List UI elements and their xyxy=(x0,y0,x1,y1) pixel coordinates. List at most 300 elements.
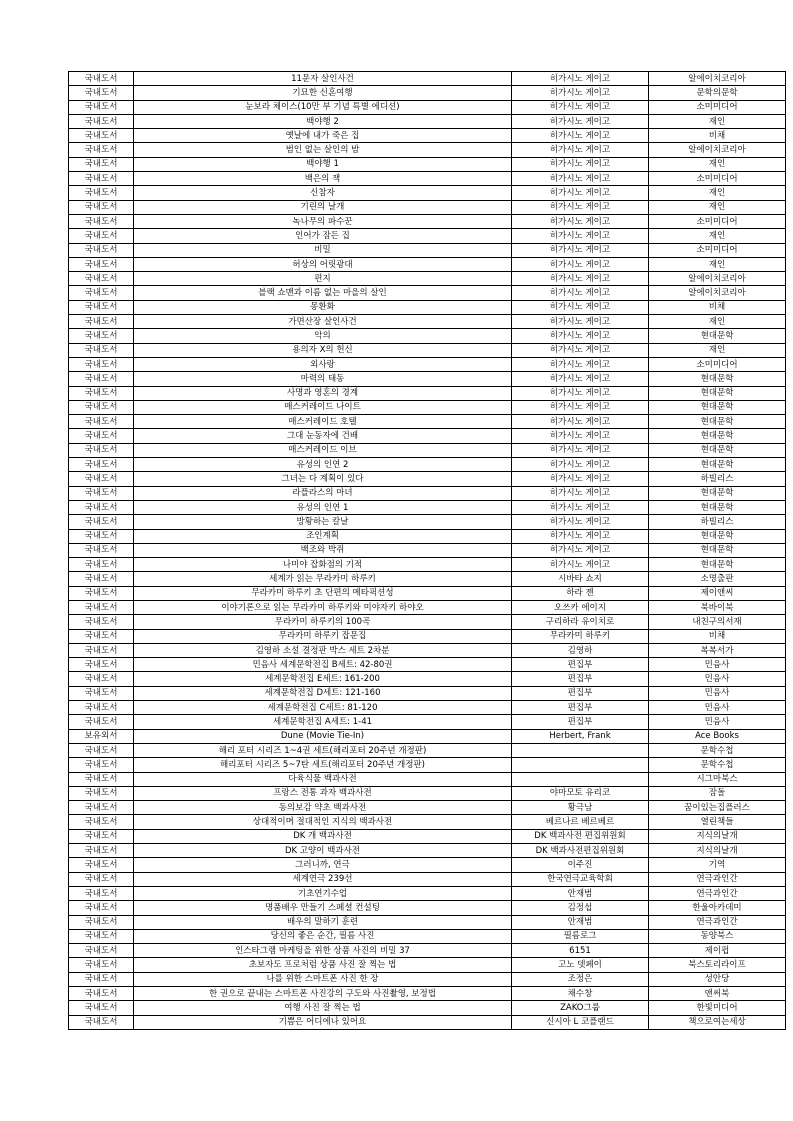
publisher-cell: 현대문학 xyxy=(649,543,786,557)
title-cell: 무라카미 하루키 초 단편의 메타픽션성 xyxy=(134,586,512,600)
author-cell: 히가시노 게이고 xyxy=(512,214,649,228)
title-cell: 기초연기수업 xyxy=(134,886,512,900)
title-cell: DK 개 백과사전 xyxy=(134,829,512,843)
table-row xyxy=(69,315,786,329)
author-cell: 6151 xyxy=(512,944,649,958)
author-cell: 히가시노 게이고 xyxy=(512,529,649,543)
author-cell: 히가시노 게이고 xyxy=(512,429,649,443)
category-cell: 국내도서 xyxy=(69,372,134,386)
book-list-body xyxy=(69,72,786,1030)
publisher-cell: 꿈이있는집플러스 xyxy=(649,801,786,815)
publisher-cell: 한울아카데미 xyxy=(649,901,786,915)
author-cell: 히가시노 게이고 xyxy=(512,486,649,500)
publisher-cell: 민음사 xyxy=(649,672,786,686)
category-cell: 국내도서 xyxy=(69,486,134,500)
author-cell xyxy=(512,772,649,786)
author-cell: 신시아 L 코플랜드 xyxy=(512,1015,649,1029)
publisher-cell: 북바이북 xyxy=(649,600,786,614)
category-cell: 국내도서 xyxy=(69,886,134,900)
publisher-cell: 소명출판 xyxy=(649,572,786,586)
publisher-cell: 현대문학 xyxy=(649,443,786,457)
author-cell: 히가시노 게이고 xyxy=(512,114,649,128)
author-cell: 히가시노 게이고 xyxy=(512,500,649,514)
table-row xyxy=(69,214,786,228)
category-cell: 국내도서 xyxy=(69,443,134,457)
author-cell: 히가시노 게이고 xyxy=(512,100,649,114)
author-cell: DK 백과사전편집위원회 xyxy=(512,844,649,858)
author-cell: 히가시노 게이고 xyxy=(512,286,649,300)
author-cell: 안재범 xyxy=(512,886,649,900)
publisher-cell: 지식의날개 xyxy=(649,844,786,858)
author-cell: 김정섭 xyxy=(512,901,649,915)
category-cell: 국내도서 xyxy=(69,200,134,214)
author-cell: 히가시노 게이고 xyxy=(512,343,649,357)
author-cell: 히가시노 게이고 xyxy=(512,472,649,486)
table-row xyxy=(69,543,786,557)
author-cell: 고노 뎃페이 xyxy=(512,958,649,972)
publisher-cell: 하빌리스 xyxy=(649,472,786,486)
title-cell: 옛날에 내가 죽은 집 xyxy=(134,129,512,143)
category-cell: 국내도서 xyxy=(69,229,134,243)
publisher-cell: 현대문학 xyxy=(649,486,786,500)
publisher-cell: 비채 xyxy=(649,300,786,314)
author-cell: 편집부 xyxy=(512,658,649,672)
category-cell: 국내도서 xyxy=(69,743,134,757)
title-cell: 용의자 X의 헌신 xyxy=(134,343,512,357)
title-cell: 백은의 잭 xyxy=(134,172,512,186)
publisher-cell: 열린책들 xyxy=(649,815,786,829)
publisher-cell: 제이앤씨 xyxy=(649,586,786,600)
category-cell: 국내도서 xyxy=(69,815,134,829)
title-cell: 다육식물 백과사전 xyxy=(134,772,512,786)
title-cell: 세계문학전집 C세트: 81-120 xyxy=(134,701,512,715)
category-cell: 국내도서 xyxy=(69,386,134,400)
title-cell: 인어가 잠든 집 xyxy=(134,229,512,243)
title-cell: 라플라스의 마녀 xyxy=(134,486,512,500)
publisher-cell: 현대문학 xyxy=(649,458,786,472)
title-cell: 방황하는 칼날 xyxy=(134,515,512,529)
table-row xyxy=(69,844,786,858)
title-cell: 무라카미 하루키의 100곡 xyxy=(134,615,512,629)
author-cell: Herbert, Frank xyxy=(512,729,649,743)
author-cell: 황극남 xyxy=(512,801,649,815)
author-cell: 필름로그 xyxy=(512,929,649,943)
title-cell: 민음사 세계문학전집 B세트: 42-80권 xyxy=(134,658,512,672)
author-cell: 히가시노 게이고 xyxy=(512,329,649,343)
category-cell: 국내도서 xyxy=(69,543,134,557)
title-cell: 마력의 태동 xyxy=(134,372,512,386)
publisher-cell: 잠돌 xyxy=(649,786,786,800)
table-row xyxy=(69,987,786,1001)
table-row xyxy=(69,901,786,915)
publisher-cell: 내친구의서재 xyxy=(649,615,786,629)
category-cell: 국내도서 xyxy=(69,143,134,157)
table-row xyxy=(69,429,786,443)
publisher-cell: 재인 xyxy=(649,343,786,357)
category-cell: 국내도서 xyxy=(69,701,134,715)
author-cell: 무라카미 하루키 xyxy=(512,629,649,643)
publisher-cell: 알에이치코리아 xyxy=(649,72,786,86)
table-row xyxy=(69,300,786,314)
category-cell: 국내도서 xyxy=(69,758,134,772)
table-row xyxy=(69,200,786,214)
title-cell: 허상의 어릿광대 xyxy=(134,257,512,271)
table-row xyxy=(69,872,786,886)
author-cell: 히가시노 게이고 xyxy=(512,443,649,457)
author-cell: DK 백과사전 편집위원회 xyxy=(512,829,649,843)
title-cell: 여행 사진 잘 찍는 법 xyxy=(134,1001,512,1015)
table-row xyxy=(69,400,786,414)
author-cell: 히가시노 게이고 xyxy=(512,372,649,386)
author-cell: 히가시노 게이고 xyxy=(512,315,649,329)
table-row xyxy=(69,329,786,343)
table-row xyxy=(69,529,786,543)
publisher-cell: 지식의날개 xyxy=(649,829,786,843)
title-cell: 백야행 2 xyxy=(134,114,512,128)
publisher-cell: 성안당 xyxy=(649,972,786,986)
author-cell: 히가시노 게이고 xyxy=(512,172,649,186)
publisher-cell: 앤써북 xyxy=(649,987,786,1001)
title-cell: 범인 없는 살인의 밤 xyxy=(134,143,512,157)
category-cell: 국내도서 xyxy=(69,72,134,86)
table-row xyxy=(69,458,786,472)
category-cell: 국내도서 xyxy=(69,500,134,514)
title-cell: 매스커레이드 나이트 xyxy=(134,400,512,414)
author-cell: 김영하 xyxy=(512,643,649,657)
table-row xyxy=(69,686,786,700)
publisher-cell: 하빌리스 xyxy=(649,515,786,529)
category-cell: 국내도서 xyxy=(69,129,134,143)
title-cell: 나미야 잡화점의 기적 xyxy=(134,558,512,572)
table-row xyxy=(69,472,786,486)
category-cell: 국내도서 xyxy=(69,315,134,329)
author-cell: 히가시노 게이고 xyxy=(512,558,649,572)
title-cell: 사명과 영혼의 경계 xyxy=(134,386,512,400)
publisher-cell: 기역 xyxy=(649,858,786,872)
table-row xyxy=(69,915,786,929)
category-cell: 국내도서 xyxy=(69,600,134,614)
table-row xyxy=(69,672,786,686)
publisher-cell: 현대문학 xyxy=(649,400,786,414)
category-cell: 국내도서 xyxy=(69,972,134,986)
author-cell: 히가시노 게이고 xyxy=(512,257,649,271)
author-cell: 편집부 xyxy=(512,715,649,729)
author-cell: 히가시노 게이고 xyxy=(512,515,649,529)
publisher-cell: 현대문학 xyxy=(649,386,786,400)
author-cell: 히가시노 게이고 xyxy=(512,415,649,429)
category-cell: 국내도서 xyxy=(69,872,134,886)
table-row xyxy=(69,500,786,514)
publisher-cell: 소미미디어 xyxy=(649,243,786,257)
author-cell: 히가시노 게이고 xyxy=(512,229,649,243)
title-cell: 세계문학전집 A세트: 1-41 xyxy=(134,715,512,729)
table-row xyxy=(69,615,786,629)
category-cell: 국내도서 xyxy=(69,300,134,314)
title-cell: 매스커레이드 호텔 xyxy=(134,415,512,429)
publisher-cell: 소미미디어 xyxy=(649,100,786,114)
category-cell: 국내도서 xyxy=(69,329,134,343)
title-cell: 기쁨은 어디에나 있어요 xyxy=(134,1015,512,1029)
title-cell: 가면산장 살인사건 xyxy=(134,315,512,329)
category-cell: 국내도서 xyxy=(69,172,134,186)
table-row xyxy=(69,272,786,286)
title-cell: 한 권으로 끝내는 스마트폰 사진강의 구도와 사진촬영, 보정법 xyxy=(134,987,512,1001)
title-cell: 유성의 인연 2 xyxy=(134,458,512,472)
title-cell: 11문자 살인사건 xyxy=(134,72,512,86)
publisher-cell: 연극과인간 xyxy=(649,872,786,886)
author-cell: 히가시노 게이고 xyxy=(512,72,649,86)
title-cell: 백야행 1 xyxy=(134,157,512,171)
table-row xyxy=(69,229,786,243)
title-cell: 세계문학전집 D세트: 121-160 xyxy=(134,686,512,700)
title-cell: 백조와 박쥐 xyxy=(134,543,512,557)
category-cell: 국내도서 xyxy=(69,357,134,371)
category-cell: 국내도서 xyxy=(69,586,134,600)
publisher-cell: 동양북스 xyxy=(649,929,786,943)
category-cell: 국내도서 xyxy=(69,772,134,786)
category-cell: 국내도서 xyxy=(69,786,134,800)
publisher-cell: 제이펍 xyxy=(649,944,786,958)
publisher-cell: 현대문학 xyxy=(649,529,786,543)
publisher-cell: 한빛미디어 xyxy=(649,1001,786,1015)
publisher-cell: 책으로여는세상 xyxy=(649,1015,786,1029)
category-cell: 국내도서 xyxy=(69,629,134,643)
category-cell: 국내도서 xyxy=(69,672,134,686)
title-cell: 동의보감 약초 백과사전 xyxy=(134,801,512,815)
table-row xyxy=(69,415,786,429)
table-row xyxy=(69,929,786,943)
table-row xyxy=(69,643,786,657)
category-cell: 국내도서 xyxy=(69,415,134,429)
publisher-cell: 현대문학 xyxy=(649,329,786,343)
publisher-cell: 알에이치코리아 xyxy=(649,272,786,286)
title-cell: 그녀는 다 계획이 있다 xyxy=(134,472,512,486)
title-cell: Dune (Movie Tie-In) xyxy=(134,729,512,743)
author-cell: 히가시노 게이고 xyxy=(512,86,649,100)
title-cell: 세계가 읽는 무라카미 하루키 xyxy=(134,572,512,586)
author-cell: 하라 젠 xyxy=(512,586,649,600)
author-cell: 편집부 xyxy=(512,686,649,700)
title-cell: 상대적이며 절대적인 지식의 백과사전 xyxy=(134,815,512,829)
category-cell: 국내도서 xyxy=(69,929,134,943)
table-row xyxy=(69,157,786,171)
category-cell: 국내도서 xyxy=(69,686,134,700)
title-cell: 해리 포터 시리즈 1~4권 세트(해리포터 20주년 개정판) xyxy=(134,743,512,757)
category-cell: 국내도서 xyxy=(69,100,134,114)
author-cell: 베르나르 베르베르 xyxy=(512,815,649,829)
category-cell: 국내도서 xyxy=(69,243,134,257)
author-cell: 히가시노 게이고 xyxy=(512,357,649,371)
table-row xyxy=(69,958,786,972)
publisher-cell: 민음사 xyxy=(649,658,786,672)
category-cell: 국내도서 xyxy=(69,801,134,815)
title-cell: 인스타그램 마케팅을 위한 상품 사진의 비밀 37 xyxy=(134,944,512,958)
publisher-cell: 연극과인간 xyxy=(649,886,786,900)
author-cell: 히가시노 게이고 xyxy=(512,300,649,314)
table-row xyxy=(69,243,786,257)
category-cell: 국내도서 xyxy=(69,715,134,729)
category-cell: 국내도서 xyxy=(69,1015,134,1029)
publisher-cell: 연극과인간 xyxy=(649,915,786,929)
category-cell: 국내도서 xyxy=(69,186,134,200)
publisher-cell: 문학수첩 xyxy=(649,758,786,772)
title-cell: 몽환화 xyxy=(134,300,512,314)
table-row xyxy=(69,114,786,128)
title-cell: 녹나무의 파수꾼 xyxy=(134,214,512,228)
category-cell: 국내도서 xyxy=(69,214,134,228)
table-row xyxy=(69,486,786,500)
category-cell: 국내도서 xyxy=(69,987,134,1001)
table-row xyxy=(69,972,786,986)
title-cell: 기린의 날개 xyxy=(134,200,512,214)
title-cell: 명품배우 만들기 스페셜 컨설팅 xyxy=(134,901,512,915)
book-list-table xyxy=(68,71,786,1030)
author-cell xyxy=(512,743,649,757)
table-row xyxy=(69,72,786,86)
category-cell: 국내도서 xyxy=(69,343,134,357)
table-row xyxy=(69,515,786,529)
table-row xyxy=(69,801,786,815)
author-cell: 이주진 xyxy=(512,858,649,872)
table-row xyxy=(69,572,786,586)
author-cell: 한국연극교육학회 xyxy=(512,872,649,886)
table-row xyxy=(69,443,786,457)
table-row xyxy=(69,186,786,200)
publisher-cell: 현대문학 xyxy=(649,500,786,514)
table-row xyxy=(69,701,786,715)
category-cell: 국내도서 xyxy=(69,429,134,443)
category-cell: 국내도서 xyxy=(69,944,134,958)
title-cell: 비밀 xyxy=(134,243,512,257)
table-row xyxy=(69,1015,786,1029)
author-cell: 히가시노 게이고 xyxy=(512,157,649,171)
title-cell: 그러니까, 연극 xyxy=(134,858,512,872)
category-cell: 국내도서 xyxy=(69,615,134,629)
author-cell xyxy=(512,758,649,772)
publisher-cell: 재인 xyxy=(649,257,786,271)
author-cell: 야마모토 유리코 xyxy=(512,786,649,800)
category-cell: 국내도서 xyxy=(69,400,134,414)
author-cell: 구리하라 유이치로 xyxy=(512,615,649,629)
title-cell: 프랑스 전통 과자 백과사전 xyxy=(134,786,512,800)
table-row xyxy=(69,886,786,900)
title-cell: 조인계획 xyxy=(134,529,512,543)
publisher-cell: 재인 xyxy=(649,186,786,200)
category-cell: 국내도서 xyxy=(69,114,134,128)
title-cell: 세계문학전집 E세트: 161-200 xyxy=(134,672,512,686)
author-cell: 오쓰카 에이지 xyxy=(512,600,649,614)
title-cell: 그대 눈동자에 건배 xyxy=(134,429,512,443)
publisher-cell: 재인 xyxy=(649,315,786,329)
table-row xyxy=(69,257,786,271)
title-cell: 김영하 소설 결정판 박스 세트 2차분 xyxy=(134,643,512,657)
publisher-cell: 소미미디어 xyxy=(649,172,786,186)
publisher-cell: 재인 xyxy=(649,114,786,128)
title-cell: 무라카미 하루키 잡문집 xyxy=(134,629,512,643)
publisher-cell: 민음사 xyxy=(649,715,786,729)
table-row xyxy=(69,629,786,643)
table-row xyxy=(69,815,786,829)
category-cell: 국내도서 xyxy=(69,472,134,486)
table-row xyxy=(69,357,786,371)
publisher-cell: 현대문학 xyxy=(649,415,786,429)
category-cell: 국내도서 xyxy=(69,572,134,586)
table-row xyxy=(69,129,786,143)
publisher-cell: 민음사 xyxy=(649,686,786,700)
title-cell: 외사랑 xyxy=(134,357,512,371)
title-cell: 해리포터 시리즈 5~7탄 세트(해리포터 20주년 개정판) xyxy=(134,758,512,772)
author-cell: 히가시노 게이고 xyxy=(512,143,649,157)
category-cell: 국내도서 xyxy=(69,844,134,858)
table-row xyxy=(69,786,786,800)
publisher-cell: 재인 xyxy=(649,229,786,243)
publisher-cell: 복복서가 xyxy=(649,643,786,657)
author-cell: 히가시노 게이고 xyxy=(512,543,649,557)
table-row xyxy=(69,715,786,729)
category-cell: 국내도서 xyxy=(69,515,134,529)
publisher-cell: 북스토리라이프 xyxy=(649,958,786,972)
category-cell: 국내도서 xyxy=(69,86,134,100)
table-row xyxy=(69,1001,786,1015)
category-cell: 국내도서 xyxy=(69,529,134,543)
category-cell: 국내도서 xyxy=(69,915,134,929)
author-cell: 히가시노 게이고 xyxy=(512,458,649,472)
table-row xyxy=(69,658,786,672)
table-row xyxy=(69,758,786,772)
category-cell: 국내도서 xyxy=(69,157,134,171)
author-cell: 편집부 xyxy=(512,672,649,686)
table-row xyxy=(69,558,786,572)
publisher-cell: Ace Books xyxy=(649,729,786,743)
publisher-cell: 현대문학 xyxy=(649,372,786,386)
title-cell: 당신의 좋은 순간, 필름 사진 xyxy=(134,929,512,943)
title-cell: 신참자 xyxy=(134,186,512,200)
category-cell: 국내도서 xyxy=(69,958,134,972)
category-cell: 국내도서 xyxy=(69,829,134,843)
publisher-cell: 알에이치코리아 xyxy=(649,143,786,157)
title-cell: 배우의 말하기 훈련 xyxy=(134,915,512,929)
title-cell: 편지 xyxy=(134,272,512,286)
author-cell: 히가시노 게이고 xyxy=(512,243,649,257)
category-cell: 국내도서 xyxy=(69,458,134,472)
author-cell: 히가시노 게이고 xyxy=(512,200,649,214)
title-cell: 눈보라 체이스(10만 부 기념 특별 에디션) xyxy=(134,100,512,114)
category-cell: 국내도서 xyxy=(69,257,134,271)
category-cell: 국내도서 xyxy=(69,658,134,672)
category-cell: 국내도서 xyxy=(69,901,134,915)
publisher-cell: 현대문학 xyxy=(649,558,786,572)
category-cell: 국내도서 xyxy=(69,558,134,572)
title-cell: 세계연극 239선 xyxy=(134,872,512,886)
table-row xyxy=(69,858,786,872)
table-row xyxy=(69,372,786,386)
author-cell: 히가시노 게이고 xyxy=(512,400,649,414)
table-row xyxy=(69,143,786,157)
author-cell: 조정은 xyxy=(512,972,649,986)
table-row xyxy=(69,86,786,100)
author-cell: 시바타 쇼지 xyxy=(512,572,649,586)
publisher-cell: 소미미디어 xyxy=(649,214,786,228)
author-cell: 히가시노 게이고 xyxy=(512,272,649,286)
table-row xyxy=(69,743,786,757)
category-cell: 국내도서 xyxy=(69,643,134,657)
table-row xyxy=(69,100,786,114)
table-row xyxy=(69,172,786,186)
table-row xyxy=(69,829,786,843)
category-cell: 국내도서 xyxy=(69,858,134,872)
title-cell: 유성의 인연 1 xyxy=(134,500,512,514)
category-cell: 국내도서 xyxy=(69,1001,134,1015)
